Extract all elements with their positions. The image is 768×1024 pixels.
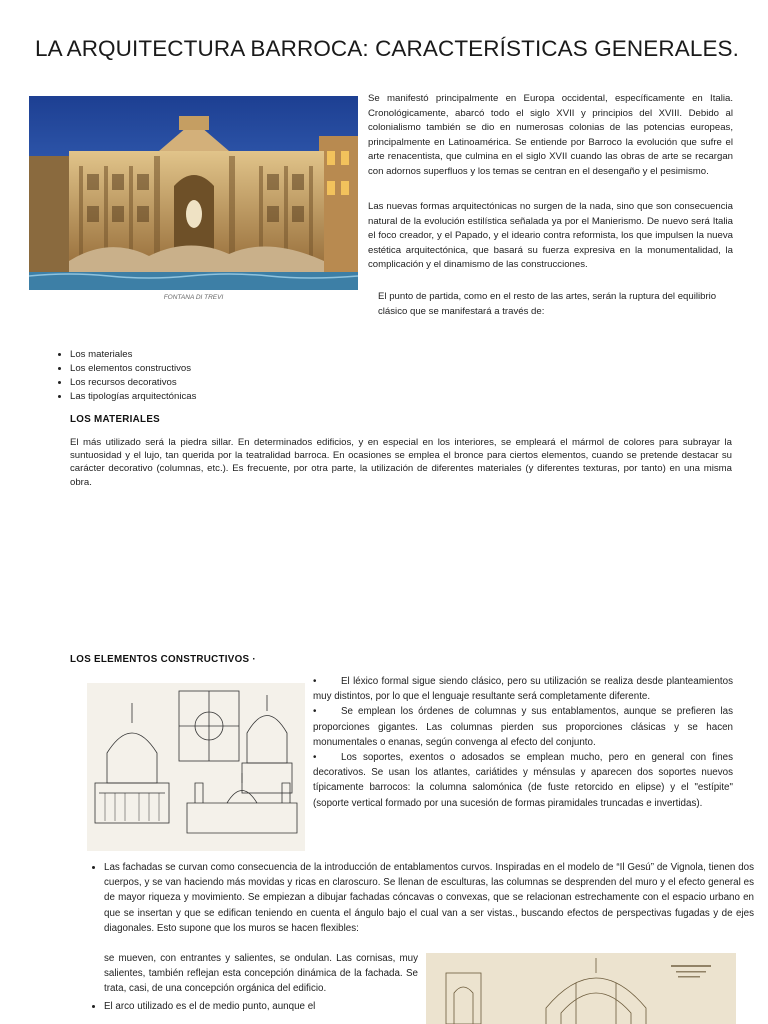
list-item: • Los elementos constructivos: [70, 362, 196, 376]
ruptura-list: [52, 348, 196, 404]
list-item: • Los soportes, exentos o adosados se emplean mucho, pero en general con fines decorativos. Se usan los atlantes, cariátides y ménsulas y aparecen dos soportes nuevos típicamente barrocos: la columna salomónica (de fuste retorcido en elipse) y el "estípite" (soporte vertical formado por una sucesión de formas piramidales truncadas e invertidas).: [313, 752, 733, 809]
list-item: • Las tipologías arquitectónicas: [70, 390, 196, 404]
bullet-marker: •: [313, 752, 317, 764]
materiales-heading: LOS MATERIALES: [70, 414, 161, 425]
page-title: LA ARQUITECTURA BARROCA: CARACTERÍSTICAS GENERALES.: [35, 36, 740, 61]
arco-list: [86, 999, 418, 1014]
photo-caption: FONTANA DI TREVI: [163, 294, 224, 301]
list-item: • Los materiales: [70, 348, 196, 362]
fachadas-list: [86, 860, 754, 936]
intro-paragraph-3: El punto de partida, como en el resto de las artes, serán la ruptura del equilibrio clásico que se manifestará a través de:: [378, 291, 717, 317]
materiales-paragraph: El más utilizado será la piedra sillar. En determinados edificios, y en especial en los interiores, se empleará el mármol de colores para subrayar la suntuosidad y el lujo, tan querida por la teatralidad barroca. En ocasiones se emplea el bronce para ciertos elementos, cuando se pretende destacar su carácter decorativo (columnas, etc.). Es frecuente, por otra parte, la utilización de diferentes materiales (y diferentes texturas, por tanto) en una misma obra.: [70, 437, 732, 488]
elementos-list: [313, 674, 733, 811]
dome-elevation-drawing: [426, 953, 736, 1024]
fontana-di-trevi-photo: [29, 96, 358, 290]
fachadas-cont-text: se mueven, con entrantes y salientes, se ondulan. Las cornisas, muy salientes, también reflejan esta concepción dinámica de la fachada. Se trata, casi, de una concepción orgánica del edificio.: [104, 953, 418, 995]
intro-paragraph-1: Se manifestó principalmente en Europa occidental, específicamente en Italia. Cronológicamente, abarcó todo el siglo XVII y principios del XVIII. Debido al colonialismo también se dio en numerosas colonias de las potencias europeas, principalmente en Latinoamérica. Se entiende por Barroco la evolución que sufre el arte renacentista, que culmina en el siglo XVII cuando las obras de arte se recargan con adornos superfluos y los temas se centran en el desengaño y el pesimismo.: [368, 93, 733, 177]
list-item: • El léxico formal sigue siendo clásico, pero su utilización se realiza desde planteamientos muy distintos, por lo que el lenguaje resultante será completamente diferente.: [313, 676, 733, 703]
list-item: • Se emplean los órdenes de columnas y sus entablamentos, aunque se prefieren las proporciones gigantes. Las columnas pierden sus proporciones clásicas y se hacen monumentales o enanas, según convenga al efecto del conjunto.: [313, 706, 733, 748]
list-item: • Los recursos decorativos: [70, 376, 196, 390]
list-item: • Las fachadas se curvan como consecuencia de la introducción de entablamentos curvos. Inspiradas en el modelo de “Il Gesú” de Vignola, tienen dos cuerpos, y se van haciendo más movidas y ricas en claroscuro. Se llenan de esculturas, las columnas se desprenden del muro y el efecto general es de mayor riqueza y movimiento. Se empiezan a dibujar fachadas cóncavas o convexas, que se relacionan estrechamente con el espacio urbano en que se insertan y que se edifican teniendo en cuenta el ángulo bajo el cual van a ser vistas., buscando efectos de perspectivas fugadas y de ejes diagonales. Esto supone que los muros se hacen flexibles:: [104, 860, 754, 936]
architecture-sketch-illustration: [87, 683, 305, 851]
list-item: • El arco utilizado es el de medio punto, aunque el: [104, 999, 418, 1014]
elementos-heading: LOS ELEMENTOS CONSTRUCTIVOS ·: [70, 654, 256, 665]
intro-paragraph-2: Las nuevas formas arquitectónicas no surgen de la nada, sino que son consecuencia natural de la evolución estilística señalada ya por el Manierismo. De nuevo será Italia el foco creador, y el Papado, y el ideario contra reformista, los que impulsen la nueva estética arquitectónica, que basará su fuerza expresiva en la monumentalidad, la complicación y el dinamismo de las construcciones.: [368, 201, 733, 271]
fachadas-continuation: [104, 951, 418, 1014]
bullet-marker: •: [313, 676, 317, 687]
bullet-marker: •: [313, 706, 317, 718]
